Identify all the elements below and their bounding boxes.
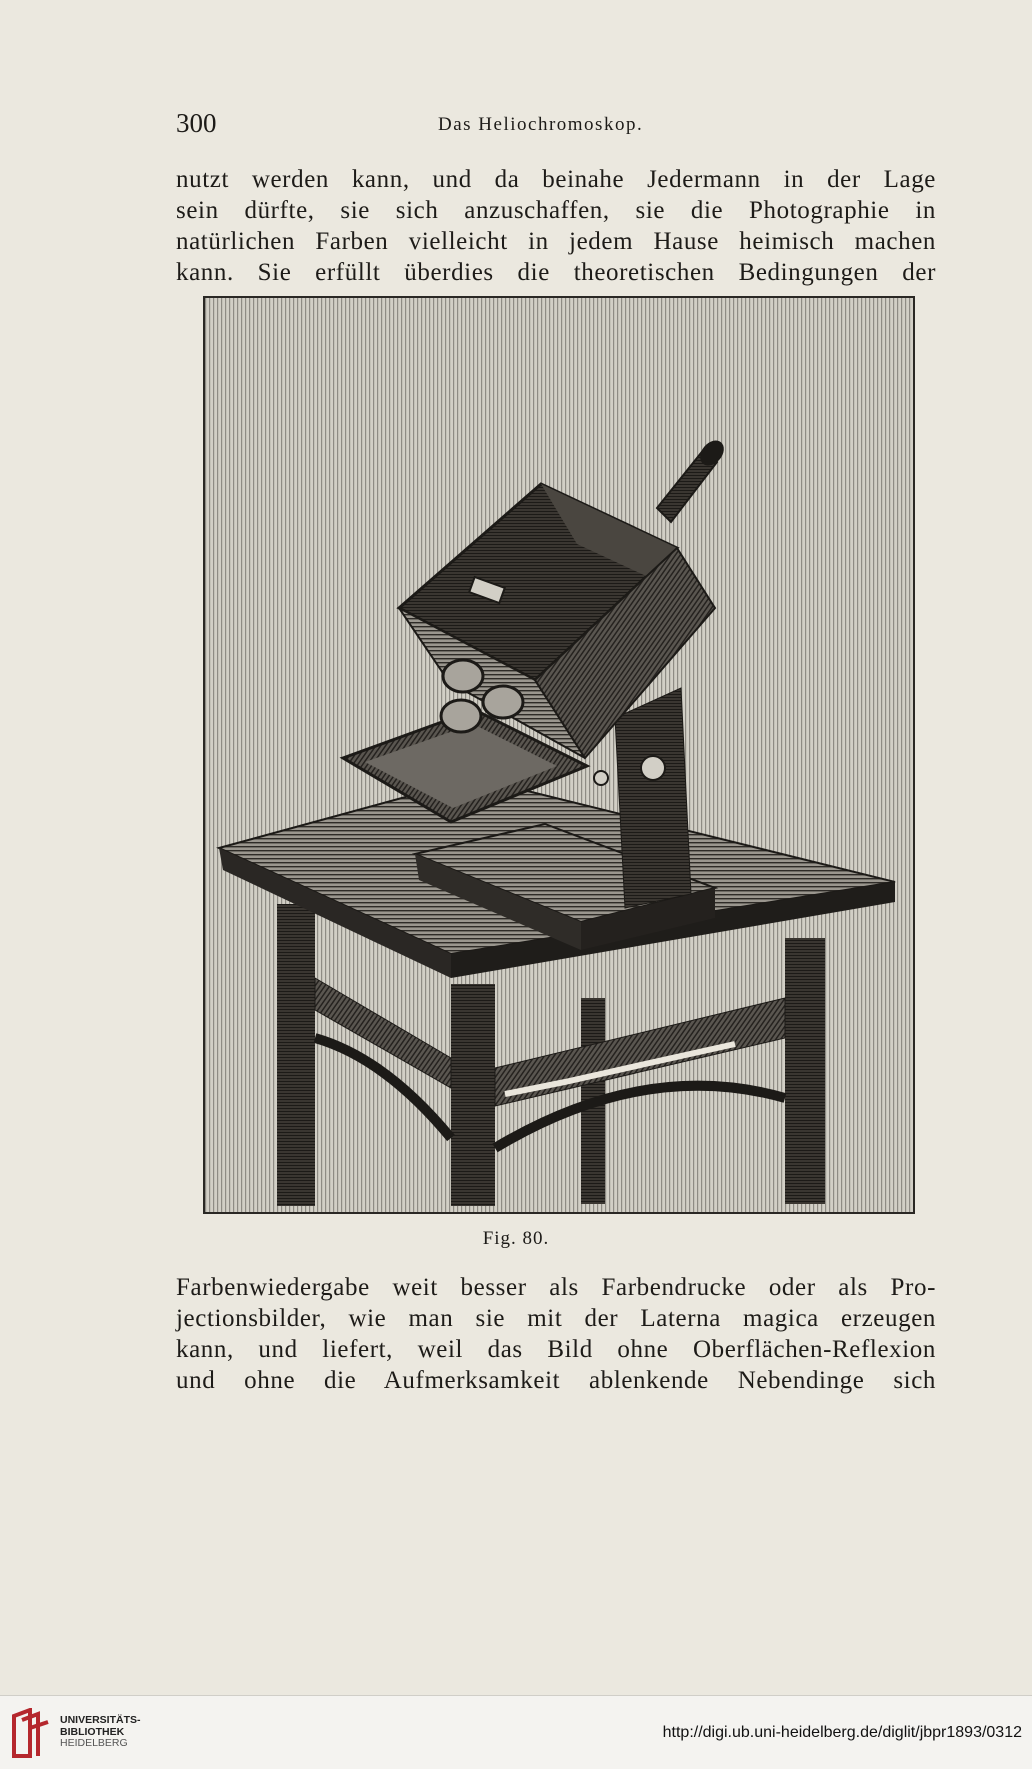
paragraph-bottom: [176, 1272, 936, 1396]
library-name-line: BIBLIOTHEK: [60, 1725, 125, 1738]
text-line: kann. Sie erfüllt überdies die theoretischen Bedingungen der: [176, 259, 936, 286]
page-header: [176, 108, 936, 142]
university-library-logo-icon[interactable]: [10, 1708, 54, 1758]
library-name-line: UNIVERSITÄTS-: [60, 1714, 141, 1726]
text-line: kann, und liefert, weil das Bild ohne Oberflächen-Reflexion: [176, 1336, 936, 1363]
text-line: sein dürfte, sie sich anzuschaffen, sie die Photographie in: [176, 197, 936, 224]
source-url-link[interactable]: http://digi.ub.uni-heidelberg.de/diglit/jbpr1893/0312: [662, 1724, 1022, 1741]
text-line: jectionsbilder, wie man sie mit der Laterna magica erzeugen: [176, 1305, 936, 1332]
text-line: Farbenwiedergabe weit besser als Farbendrucke oder als Pro-: [176, 1274, 936, 1301]
text-line: nutzt werden kann, und da beinahe Jedermann in der Lage: [176, 166, 936, 193]
figure-caption: Fig. 80.: [482, 1228, 550, 1249]
text-line: natürlichen Farben vielleicht in jedem Hause heimisch machen: [176, 228, 936, 255]
running-title: Das Heliochromoskop.: [438, 114, 644, 135]
paragraph-top: [176, 164, 936, 288]
library-name-line: HEIDELBERG: [60, 1737, 128, 1749]
figure-illustration: [203, 296, 915, 1214]
viewer-footer: [0, 1695, 1032, 1769]
heliochromoscope-engraving-icon: [205, 298, 913, 1212]
page-number: 300: [176, 108, 217, 138]
text-line: und ohne die Aufmerksamkeit ablenkende Nebendinge sich: [176, 1367, 936, 1394]
library-name: [60, 1715, 141, 1750]
